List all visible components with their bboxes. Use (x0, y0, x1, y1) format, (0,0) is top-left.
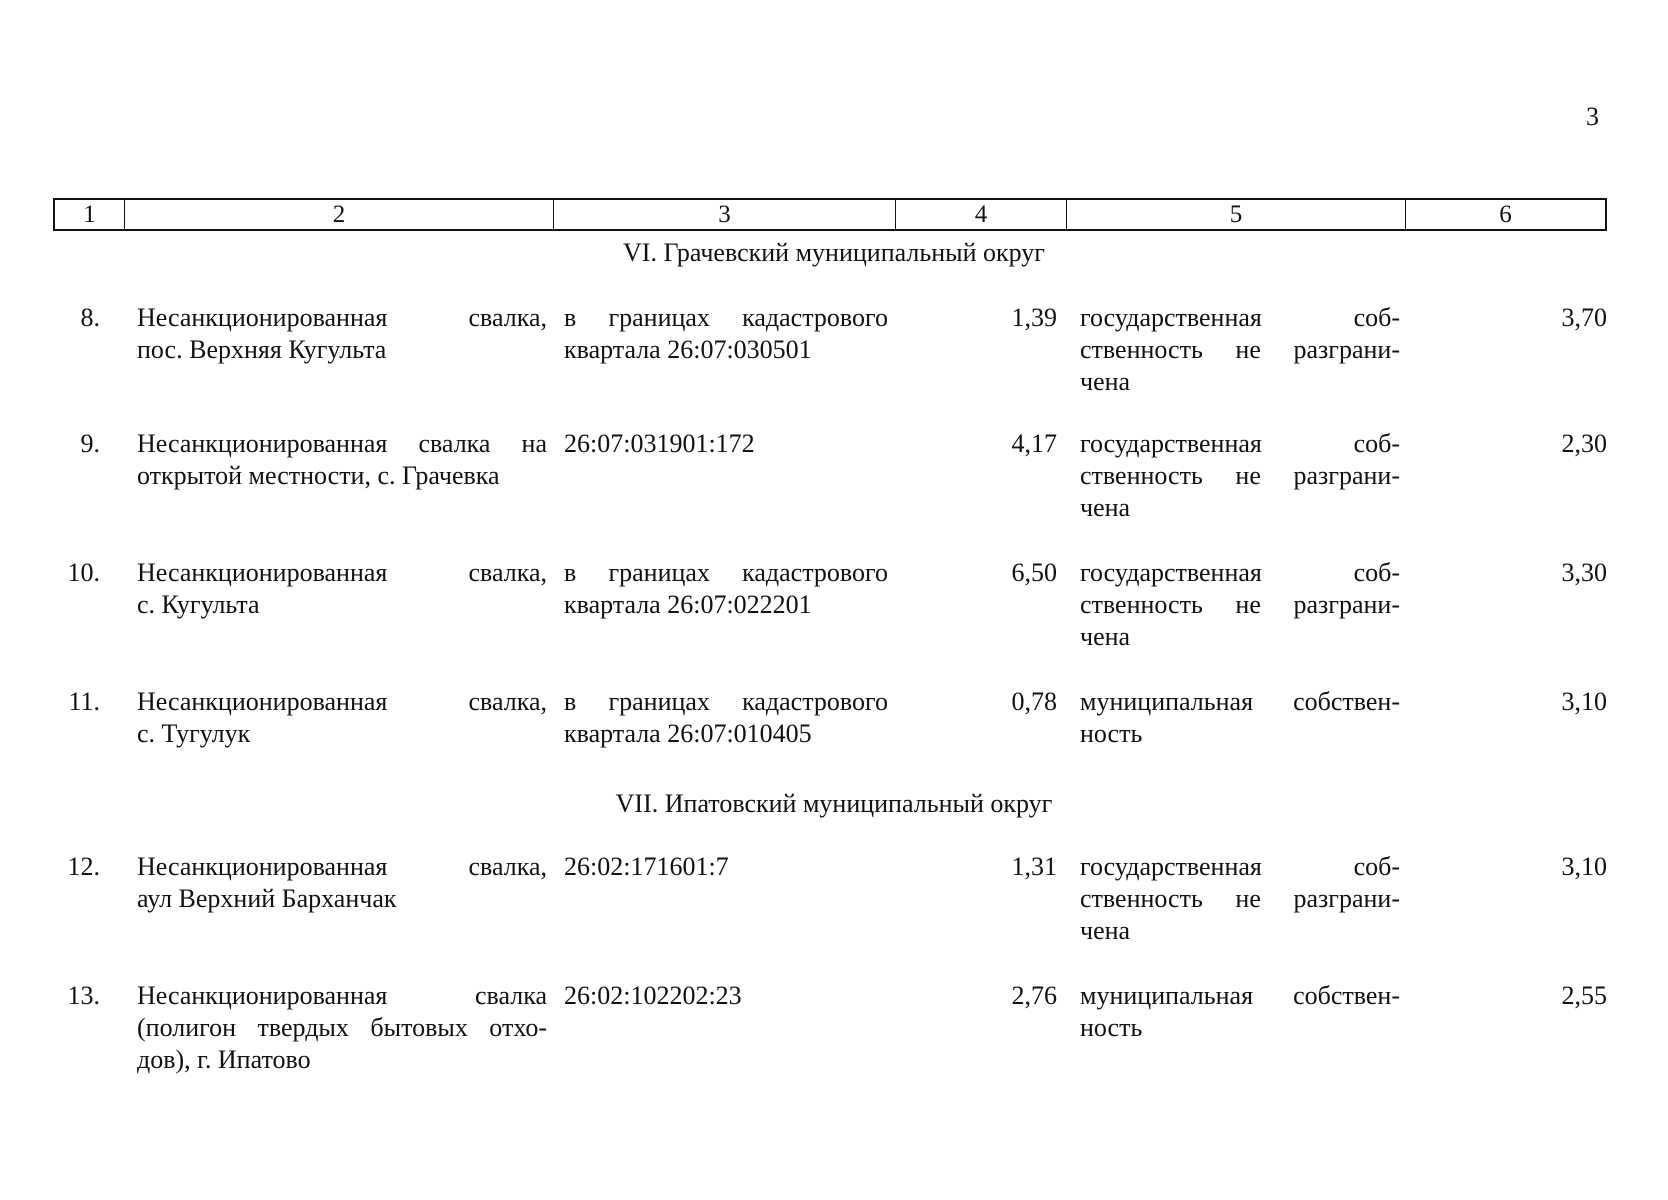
header-col-6: 6 (1499, 201, 1512, 228)
ownership-line: ность (1080, 1013, 1143, 1042)
ownership-line: государственная соб- (1080, 558, 1400, 587)
site-name-line: (полигон твердых бытовых отхо- (137, 1013, 547, 1042)
ownership-type (1080, 851, 1400, 947)
location-line: 26:02:102202:23 (564, 981, 742, 1010)
site-name-line: Несанкционированная свалка, (137, 687, 547, 716)
ownership-line: чена (1080, 493, 1131, 522)
location-line: в границах кадастрового (564, 687, 888, 716)
site-name-line: Несанкционированная свалка, (137, 852, 547, 881)
cadastral-location (564, 428, 888, 460)
row-number: 9. (80, 429, 100, 458)
location-line: в границах кадастрового (564, 558, 888, 587)
header-col-4: 4 (896, 200, 1067, 229)
site-name (137, 557, 547, 621)
cadastral-location (564, 851, 888, 883)
cost-value: 2,55 (1561, 981, 1607, 1010)
ownership-line: муниципальная собствен- (1080, 981, 1400, 1010)
ownership-type (1080, 686, 1400, 750)
area-value: 1,31 (1011, 852, 1057, 881)
header-col-5: 5 (1067, 200, 1406, 229)
cost-value: 2,30 (1561, 429, 1607, 458)
site-name (137, 851, 547, 915)
site-name-line: с. Тугулук (137, 719, 251, 748)
cadastral-location (564, 980, 888, 1012)
ownership-line: муниципальная собствен- (1080, 687, 1400, 716)
ownership-line: чена (1080, 916, 1131, 945)
site-name-line: Несанкционированная свалка, (137, 303, 547, 332)
site-name (137, 686, 547, 750)
site-name-line: дов), г. Ипатово (137, 1045, 311, 1074)
area-value: 0,78 (1011, 687, 1057, 716)
row-number: 8. (80, 303, 100, 332)
header-col-2: 2 (125, 200, 554, 229)
ownership-type (1080, 980, 1400, 1044)
ownership-line: ность (1080, 719, 1143, 748)
site-name-line: Несанкционированная свалка (137, 981, 547, 1010)
section-title-vi: VI. Грачевский муниципальный округ (623, 238, 1045, 267)
location-line: 26:07:031901:172 (564, 429, 755, 458)
row-number: 11. (68, 687, 100, 716)
section-title-vii: VII. Ипатовский муниципальный округ (615, 789, 1053, 818)
header-col-1: 1 (55, 200, 125, 229)
site-name-line: аул Верхний Барханчак (137, 884, 397, 913)
ownership-type (1080, 428, 1400, 524)
cost-value: 3,10 (1561, 687, 1607, 716)
location-line: в границах кадастрового (564, 303, 888, 332)
site-name-line: с. Кугульта (137, 590, 260, 619)
ownership-type (1080, 557, 1400, 653)
cadastral-location (564, 302, 888, 366)
area-value: 1,39 (1011, 303, 1057, 332)
header-col-3: 3 (554, 200, 896, 229)
location-line: квартала 26:07:022201 (564, 590, 812, 619)
ownership-line: государственная соб- (1080, 852, 1400, 881)
cost-value: 3,70 (1561, 303, 1607, 332)
site-name (137, 428, 547, 492)
area-value: 2,76 (1011, 981, 1057, 1010)
area-value: 6,50 (1011, 558, 1057, 587)
ownership-line: государственная соб- (1080, 429, 1400, 458)
cost-value: 3,30 (1561, 558, 1607, 587)
ownership-line: ственность не разграни- (1080, 590, 1400, 619)
area-value: 4,17 (1011, 429, 1057, 458)
ownership-line: ственность не разграни- (1080, 884, 1400, 913)
site-name-line: открытой местности, с. Грачевка (137, 461, 500, 490)
cadastral-location (564, 686, 888, 750)
cost-value: 3,10 (1561, 852, 1607, 881)
page-number: 3 (1586, 102, 1599, 131)
ownership-line: ственность не разграни- (1080, 335, 1400, 364)
row-number: 10. (67, 558, 100, 587)
row-number: 12. (67, 852, 100, 881)
location-line: квартала 26:07:030501 (564, 335, 812, 364)
site-name-line: пос. Верхняя Кугульта (137, 335, 387, 364)
ownership-type (1080, 302, 1400, 398)
site-name (137, 302, 547, 366)
ownership-line: государственная соб- (1080, 303, 1400, 332)
site-name-line: Несанкционированная свалка на (137, 429, 547, 458)
row-number: 13. (67, 981, 100, 1010)
ownership-line: чена (1080, 367, 1131, 396)
site-name (137, 980, 547, 1076)
location-line: 26:02:171601:7 (564, 852, 729, 881)
ownership-line: ственность не разграни- (1080, 461, 1400, 490)
site-name-line: Несанкционированная свалка, (137, 558, 547, 587)
cadastral-location (564, 557, 888, 621)
ownership-line: чена (1080, 622, 1131, 651)
column-number-header (53, 198, 1607, 231)
location-line: квартала 26:07:010405 (564, 719, 812, 748)
